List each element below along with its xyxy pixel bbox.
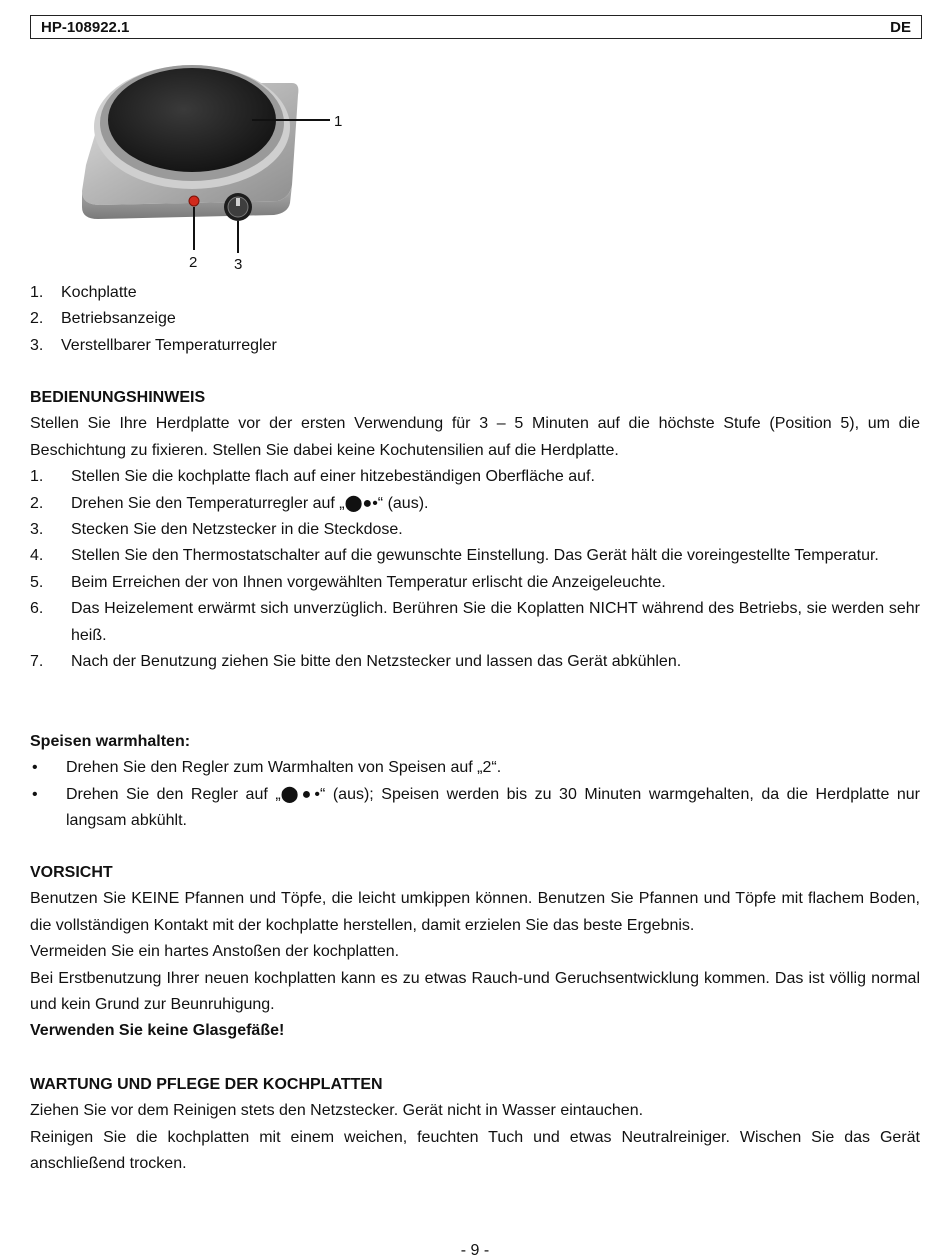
usage-intro: Stellen Sie Ihre Herdplatte vor der ersten Verwendung für 3 – 5 Minuten auf die höchste Stufe (Position 5), um die Beschichtung zu fixieren. Stellen Sie dabei keine Kochutensilien auf die Herdplatte.: [30, 415, 920, 459]
callout-label-2: 2: [189, 254, 198, 271]
callout-label-1: 1: [334, 113, 343, 130]
bullet-mark: •: [32, 785, 38, 803]
caution-paragraph: Vermeiden Sie ein hartes Anstoßen der kochplatten.: [30, 943, 400, 961]
usage-section: [30, 385, 920, 675]
indicator-light: [189, 196, 199, 206]
list-item: 3. Stecken Sie den Netzstecker in die Steckdose.: [30, 521, 403, 539]
list-item: 6. Das Heizelement erwärmt sich unverzüglich. Berühren Sie die Koplatten NICHT während des Betriebs, sie werden sehr heiß.: [30, 600, 920, 644]
callout-label-3: 3: [234, 256, 243, 273]
caution-heading: VORSICHT: [30, 864, 113, 881]
caution-paragraph: Benutzen Sie KEINE Pfannen und Töpfe, die leicht umkippen können. Benutzen Sie Pfannen und Töpfe mit flachem Boden, die vollständigen Kontakt mit der kochplatte herstellen, damit erzielen Sie das beste Ergebnis.: [30, 890, 920, 934]
list-item: 4. Stellen Sie den Thermostatschalter auf die gewunschte Einstellung. Das Gerät hält die voreingestellte Temperatur.: [30, 547, 879, 565]
list-item: 5. Beim Erreichen der von Ihnen vorgewählten Temperatur erlischt die Anzeigeleuchte.: [30, 573, 666, 591]
list-item: • Drehen Sie den Regler auf „⬤●•“ (aus); Speisen werden bis zu 30 Minuten warmgehalten, da die Herdplatte nur langsam abkühlt.: [30, 782, 920, 835]
usage-heading: BEDIENUNGSHINWEIS: [30, 389, 206, 406]
list-item: 2. Drehen Sie den Temperaturregler auf „⬤●•“ (aus).: [30, 494, 429, 512]
care-heading: WARTUNG UND PFLEGE DER KOCHPLATTEN: [30, 1076, 383, 1093]
list-item: 7. Nach der Benutzung ziehen Sie bitte den Netzstecker und lassen das Gerät abkühlen.: [30, 653, 682, 671]
list-item: 3. Verstellbarer Temperaturregler: [30, 336, 277, 354]
page-number: - 9 -: [460, 1242, 490, 1259]
care-paragraph: Ziehen Sie vor dem Reinigen stets den Netzstecker. Gerät nicht in Wasser eintauchen.: [30, 1102, 644, 1120]
warm-section: [30, 729, 920, 835]
list-item: 2. Betriebsanzeige: [30, 310, 176, 328]
list-item: 1. Stellen Sie die kochplatte flach auf einer hitzebeständigen Oberfläche auf.: [30, 468, 595, 486]
hotplate-illustration: [70, 55, 370, 280]
care-section: [30, 1072, 920, 1178]
caution-paragraph: Bei Erstbenutzung Ihrer neuen kochplatten kann es zu etwas Rauch-und Geruchsentwicklung kommen. Das ist völlig normal und kein Grund zur Beunruhigung.: [30, 969, 920, 1014]
language-code: DE: [890, 18, 911, 36]
warm-heading: Speisen warmhalten:: [30, 733, 191, 750]
model-number: HP-108922.1: [41, 18, 130, 36]
page-header: [30, 15, 922, 39]
bullet-mark: •: [32, 759, 38, 777]
temperature-knob: [224, 193, 252, 221]
caution-warning: Verwenden Sie keine Glasgefäße!: [30, 1022, 285, 1040]
care-paragraph: Reinigen Sie die kochplatten mit einem weichen, feuchten Tuch und etwas Neutralreiniger. Wischen Sie das Gerät anschließend trocken.: [30, 1128, 920, 1173]
parts-list: [30, 280, 920, 359]
hotplate-body: [82, 65, 298, 219]
list-item: • Drehen Sie den Regler zum Warmhalten von Speisen auf „2“.: [30, 755, 920, 781]
list-item: 1. Kochplatte: [30, 284, 137, 301]
caution-section: [30, 860, 920, 1045]
